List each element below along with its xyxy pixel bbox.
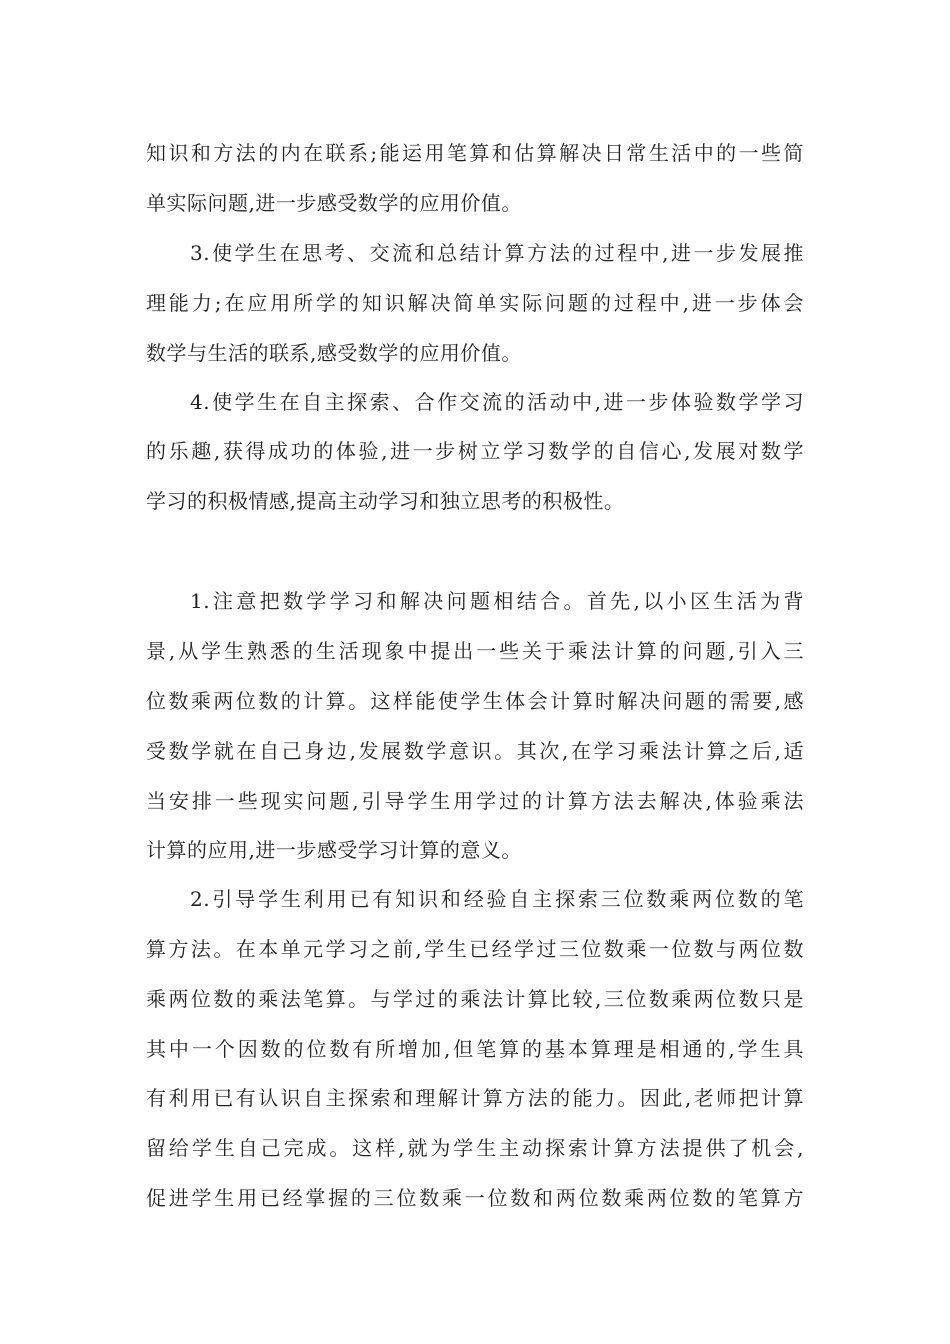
text-line: 4.使学生在自主探索、合作交流的活动中,进一步体验数学学习 xyxy=(190,390,804,414)
text-line: 当安排一些现实问题,引导学生用学过的计算方法去解决,体验乘法 xyxy=(146,789,804,813)
text-line: 受数学就在自己身边,发展数学意识。其次,在学习乘法计算之后,适 xyxy=(146,739,804,763)
text-line: 理能力;在应用所学的知识解决简单实际问题的过程中,进一步体会 xyxy=(146,291,804,315)
text-line: 学习的积极情感,提高主动学习和独立思考的积极性。 xyxy=(146,489,625,513)
text-line: 数学与生活的联系,感受数学的应用价值。 xyxy=(146,341,522,365)
text-line: 位数乘两位数的计算。这样能使学生体会计算时解决问题的需要,感 xyxy=(146,689,804,713)
text-line: 的乐趣,获得成功的体验,进一步树立学习数学的自信心,发展对数学 xyxy=(146,439,804,463)
text-line: 知识和方法的内在联系;能运用笔算和估算解决日常生活中的一些简 xyxy=(146,141,804,165)
text-line: 算方法。在本单元学习之前,学生已经学过三位数乘一位数与两位数 xyxy=(146,937,804,961)
text-line: 留给学生自己完成。这样,就为学生主动探索计算方法提供了机会, xyxy=(146,1136,804,1160)
text-line: 计算的应用,进一步感受学习计算的意义。 xyxy=(146,838,522,862)
text-line: 促进学生用已经掌握的三位数乘一位数和两位数乘两位数的笔算方 xyxy=(146,1186,804,1210)
text-line: 单实际问题,进一步感受数学的应用价值。 xyxy=(146,191,522,215)
text-line: 有利用已有认识自主探索和理解计算方法的能力。因此,老师把计算 xyxy=(146,1086,804,1110)
text-line: 3.使学生在思考、交流和总结计算方法的过程中,进一步发展推 xyxy=(190,241,804,265)
text-line: 1.注意把数学学习和解决问题相结合。首先,以小区生活为背 xyxy=(190,589,804,613)
text-line: 2.引导学生利用已有知识和经验自主探索三位数乘两位数的笔 xyxy=(190,887,804,911)
text-line: 其中一个因数的位数有所增加,但笔算的基本算理是相通的,学生具 xyxy=(146,1037,804,1061)
text-line: 乘两位数的乘法笔算。与学过的乘法计算比较,三位数乘两位数只是 xyxy=(146,987,804,1011)
text-line: 景,从学生熟悉的生活现象中提出一些关于乘法计算的问题,引入三 xyxy=(146,639,804,663)
